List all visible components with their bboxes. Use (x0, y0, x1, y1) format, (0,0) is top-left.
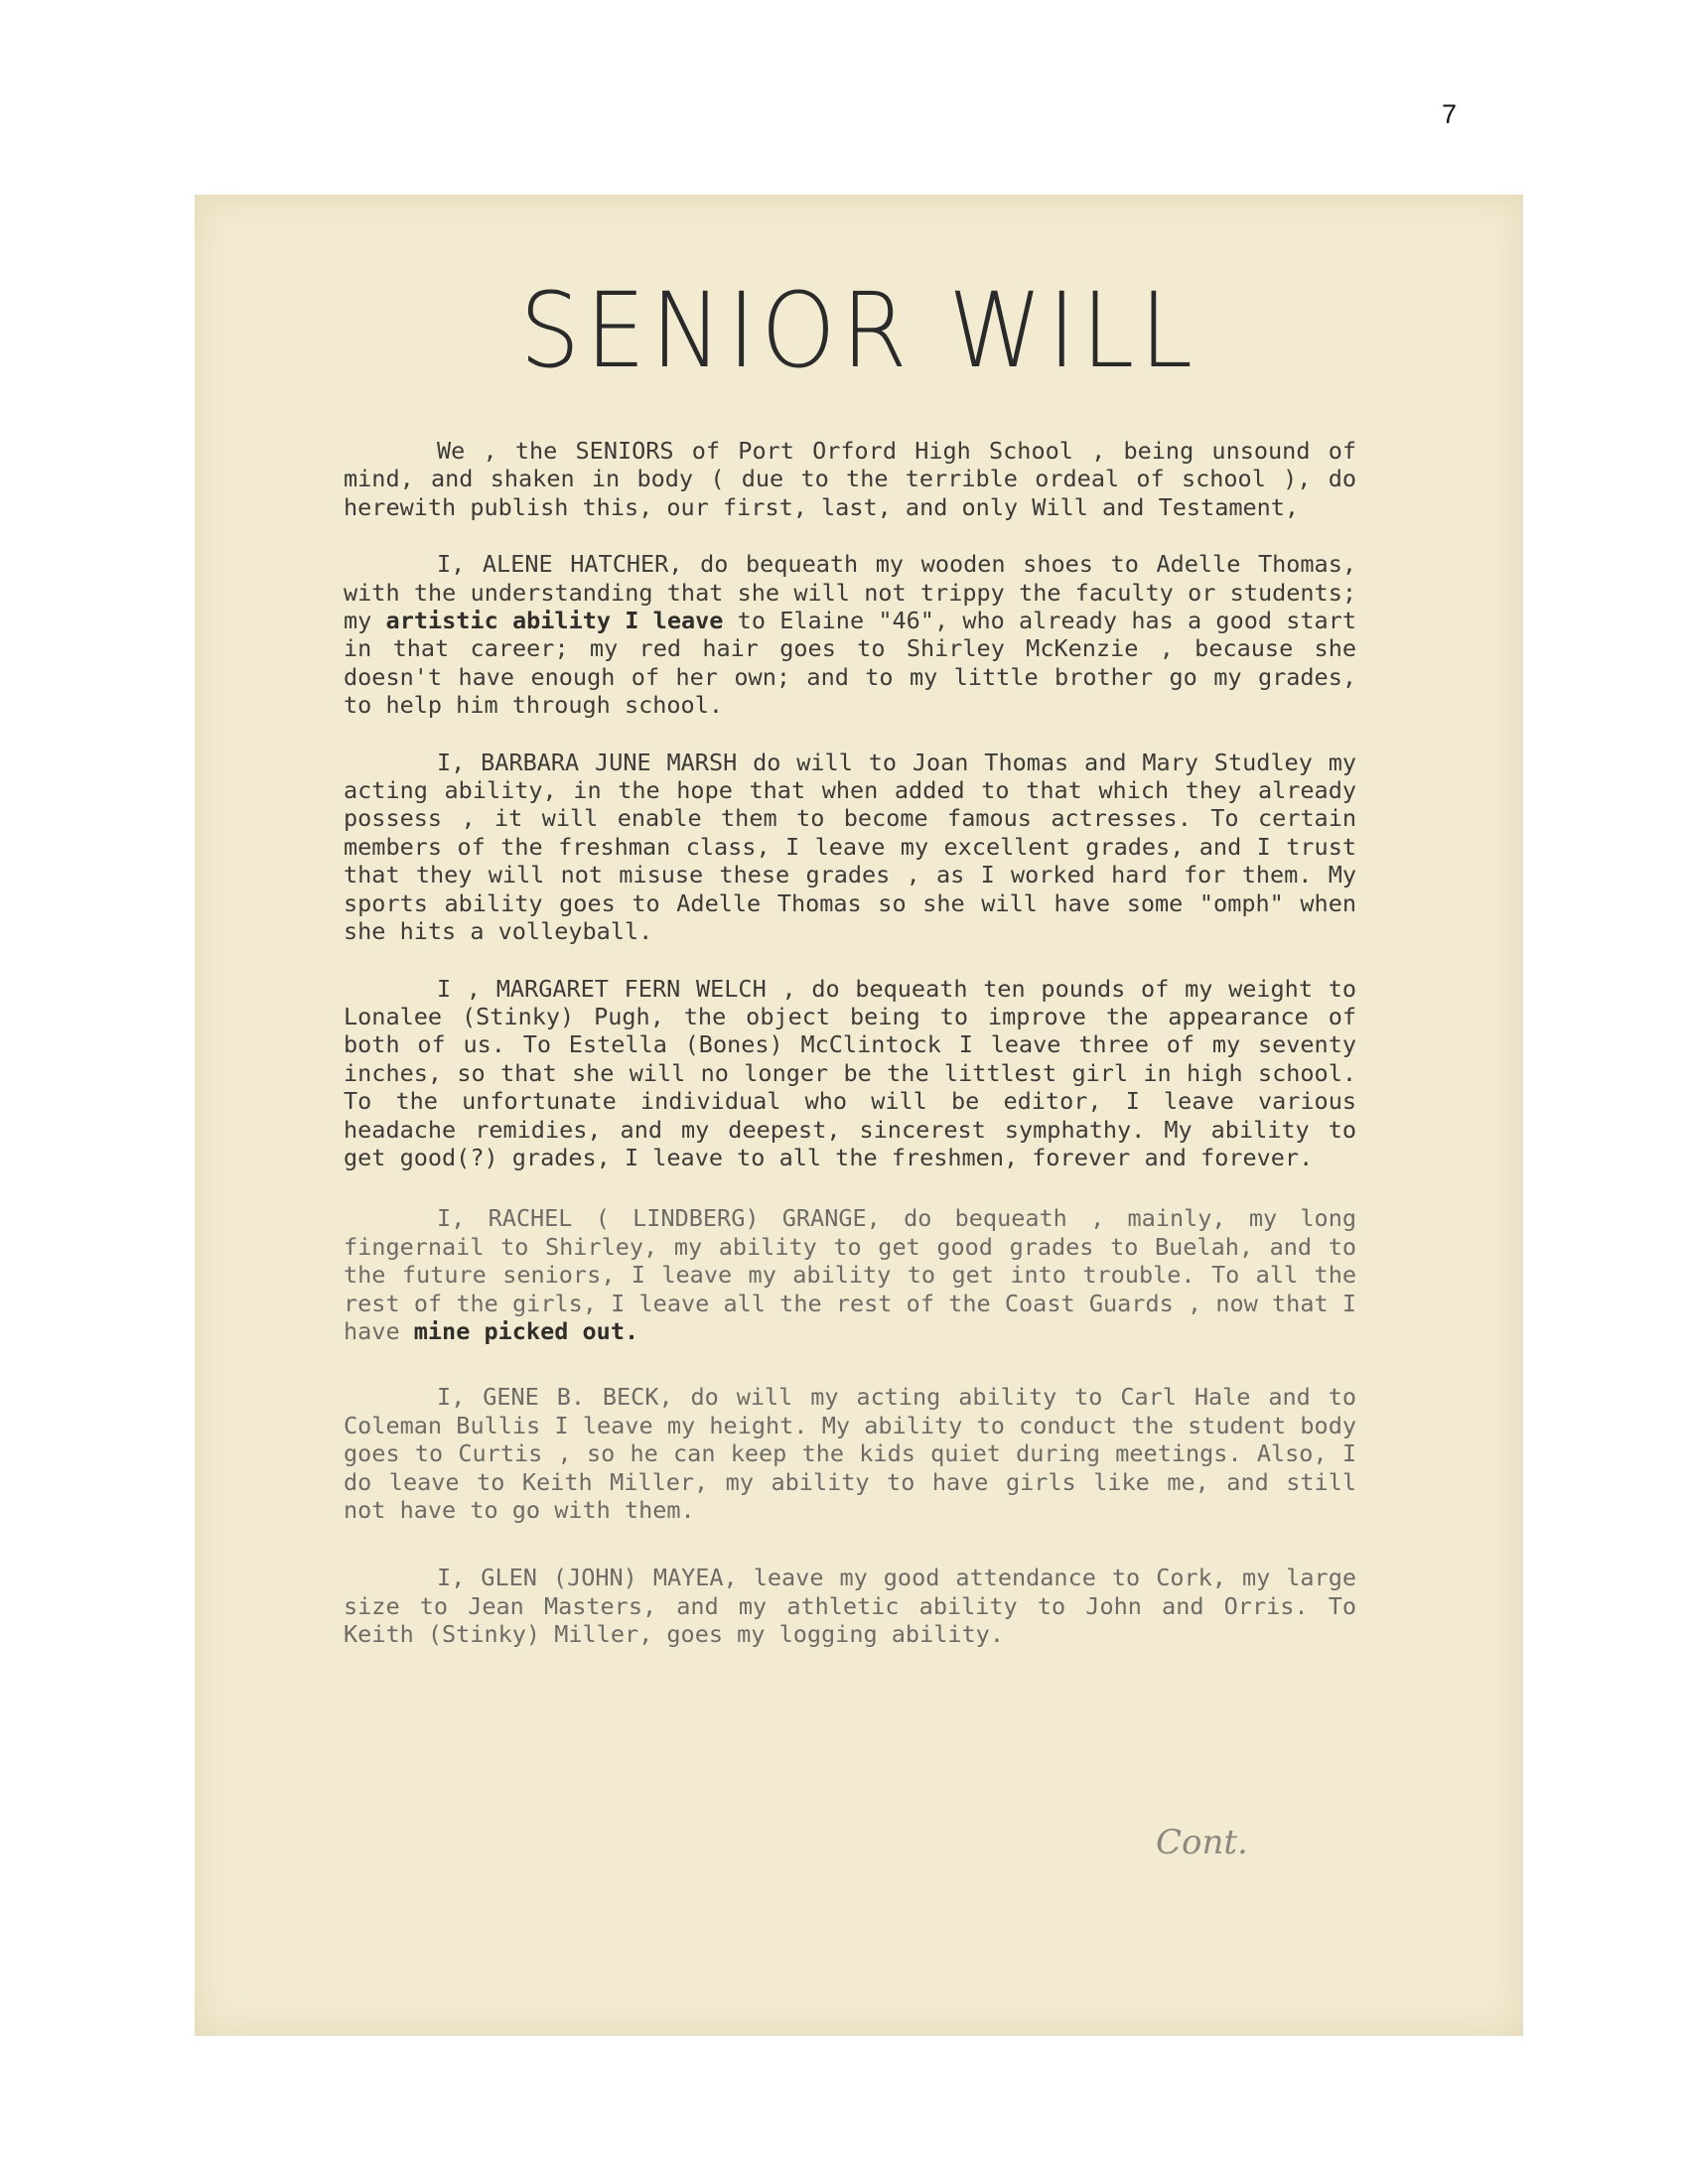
mayea-paragraph: I, GLEN (JOHN) MAYEA, leave my good attendance to Cork, my large size to Jean Masters, and my athletic ability to John and Orris. To Keith (Stinky) Miller, goes my logging ability. (344, 1564, 1356, 1649)
grange-text: I, RACHEL ( LINDBERG) GRANGE, do bequeath , mainly, my long fingernail to Shirley, my ability to get good grades to Buelah, and to the future seniors, I leave my ability to get into trouble. To all the rest of the girls, I leave all the rest of the Coast Guards , now that I have (344, 1204, 1356, 1345)
marsh-paragraph: I, BARBARA JUNE MARSH do will to Joan Thomas and Mary Studley my acting ability, in the hope that when added to that which they already possess , it will enable them to become famous actresses. To certain members of the freshman class, I leave my excellent grades, and I trust that they will not misuse these grades , as I worked hard for them. My sports ability goes to Adelle Thomas so she will have some "omph" when she hits a volleyball. (344, 748, 1356, 946)
document-title: SENIOR WILL (519, 270, 1198, 391)
typewritten-sheet (195, 195, 1523, 2036)
grange-paragraph (344, 1204, 1356, 1345)
hatcher-paragraph (344, 550, 1356, 719)
intro-paragraph: We , the SENIORS of Port Orford High School , being unsound of mind, and shaken in body ( due to the terrible ordeal of school ), do herewith publish this, our first, last, and only Will and Testament, (344, 437, 1356, 521)
page-number: 7 (1442, 99, 1458, 129)
welch-paragraph: I , MARGARET FERN WELCH , do bequeath ten pounds of my weight to Lonalee (Stinky) Pugh, the object being to improve the appearance of both of us. To Estella (Bones) McClintock I leave three of my seventy inches, so that she will no longer be the littlest girl in high school. To the unfortunate individual who will be editor, I leave various headache remidies, and my deepest, sincerest symphathy. My ability to get good(?) grades, I leave to all the freshmen, forever and forever. (344, 974, 1356, 1171)
hatcher-text-part-1: I, ALENE HATCHER, do bequeath my wooden shoes to Adelle Thomas, with the understanding that she will not trippy the faculty or students; my (344, 550, 1356, 635)
will-body (344, 437, 1356, 1678)
hatcher-text-part-2: to Elaine "46", who already has a good start in that career; my red hair goes to Shirley McKenzie , because she doesn't have enough of her own; and to my little brother go my grades, to help him through school. (344, 607, 1356, 720)
continued-mark: Cont. (1156, 1823, 1248, 1862)
grange-emphasized-text: mine picked out. (413, 1316, 639, 1345)
hatcher-emphasized-text: artistic ability I leave (385, 607, 724, 635)
beck-paragraph: I, GENE B. BECK, do will my acting ability to Carl Hale and to Coleman Bullis I leave my height. My ability to conduct the student body goes to Curtis , so he can keep the kids quiet during meetings. Also, I do leave to Keith Miller, my ability to have girls like me, and still not have to go with them. (344, 1383, 1356, 1524)
